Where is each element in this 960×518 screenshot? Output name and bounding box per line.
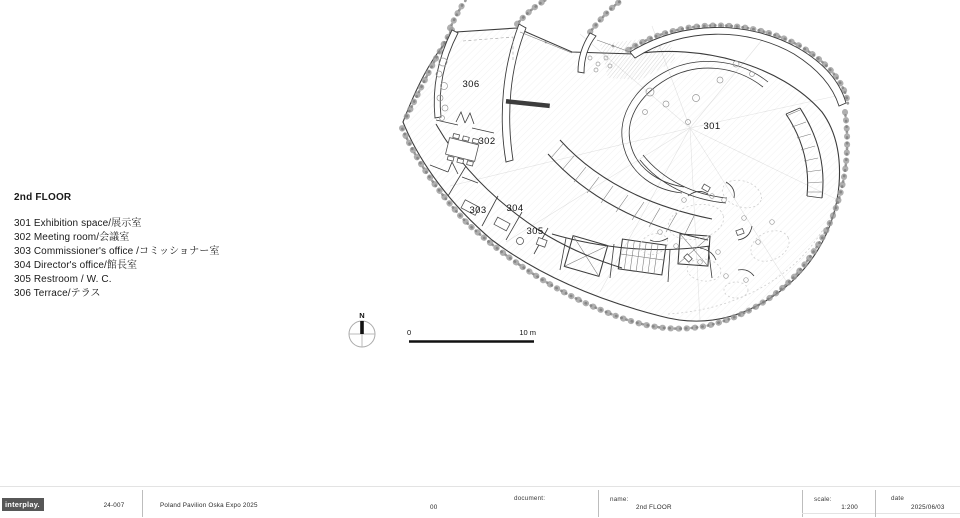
hairline xyxy=(802,513,960,514)
scale-start-label: 0 xyxy=(407,328,412,337)
plan-label-303: 303 xyxy=(469,205,487,216)
date-value: 2025/06/03 xyxy=(911,504,945,511)
divider xyxy=(142,490,143,517)
title-block xyxy=(0,486,960,518)
north-arrow xyxy=(349,311,375,347)
legend-room-305: 305 Restroom / W. C. xyxy=(14,274,112,285)
date-label: date xyxy=(891,495,905,502)
legend-room-304: 304 Director's office/館長室 xyxy=(14,260,138,271)
plan-label-304: 304 xyxy=(506,203,524,214)
project-title: Poland Pavilion Oska Expo 2025 xyxy=(160,502,258,509)
name-value: 2nd FLOOR xyxy=(636,504,672,511)
floor-title: 2nd FLOOR xyxy=(14,192,72,203)
plan-label-301: 301 xyxy=(703,121,721,132)
document-label: document: xyxy=(514,495,546,502)
legend-room-306: 306 Terrace/テラス xyxy=(14,288,101,299)
scale-value: 1:200 xyxy=(841,504,858,511)
sheet-number: 00 xyxy=(430,504,438,511)
scale-end-label: 10 m xyxy=(519,328,536,337)
legend-room-302: 302 Meeting room/会議室 xyxy=(14,232,130,243)
scale-bar xyxy=(407,328,536,342)
interplay-logo: interplay. xyxy=(2,498,44,511)
name-label: name: xyxy=(610,496,629,503)
legend-room-303: 303 Commissioner's office /コミッショナー室 xyxy=(14,246,220,257)
project-number: 24-007 xyxy=(103,502,125,509)
north-label: N xyxy=(359,311,365,320)
scale-label: scale: xyxy=(814,496,832,503)
legend-room-301: 301 Exhibition space/展示室 xyxy=(14,218,142,229)
divider xyxy=(598,490,599,517)
plan-label-306: 306 xyxy=(462,79,480,90)
building-footprint xyxy=(403,26,840,321)
plan-label-305: 305 xyxy=(526,226,544,237)
plan-label-302: 302 xyxy=(478,136,496,147)
divider xyxy=(875,490,876,517)
